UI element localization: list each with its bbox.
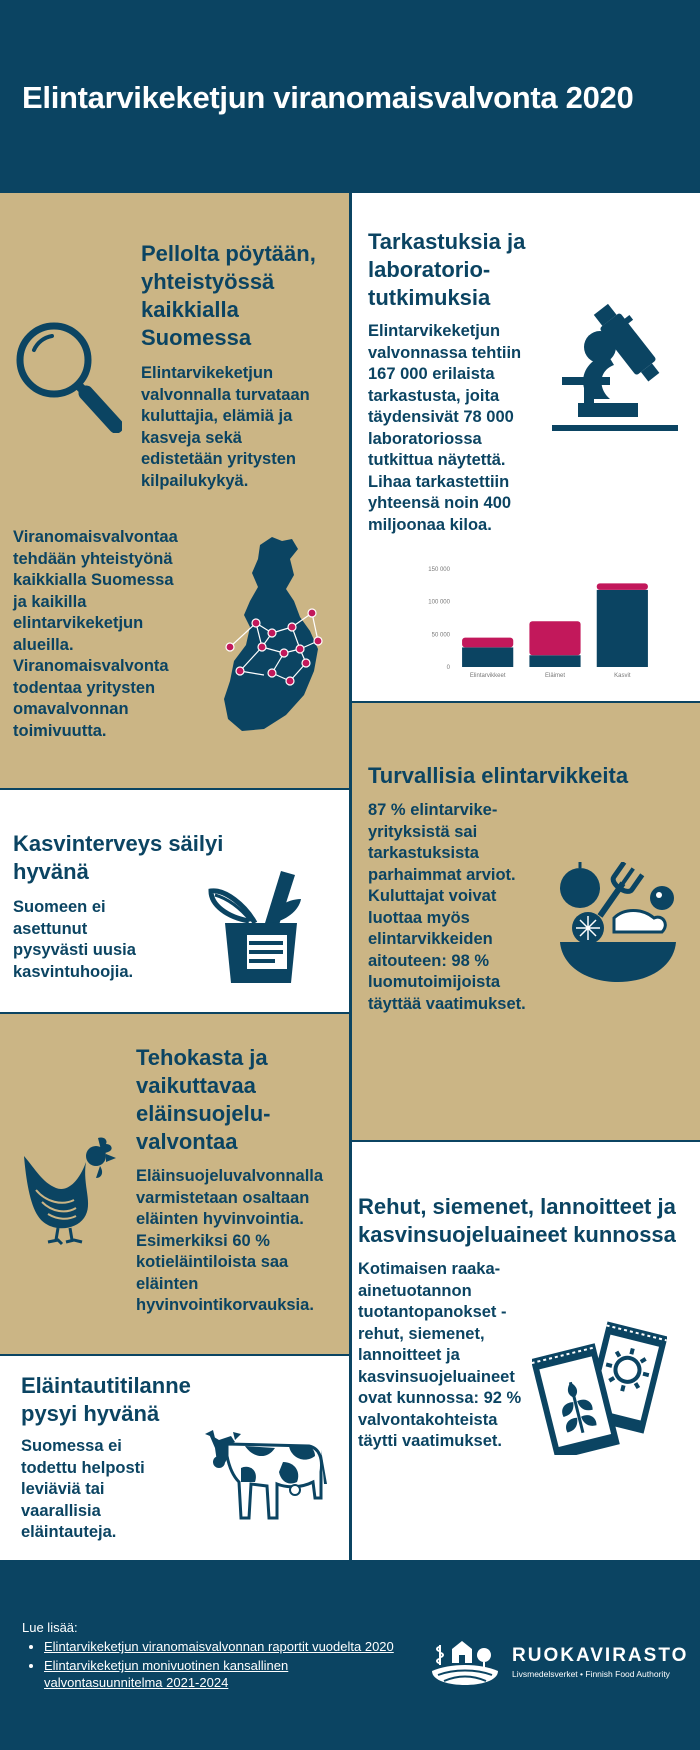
footer-lead: Lue lisää: [22,1620,78,1635]
bar-segment [529,621,580,655]
tarkastuksia-body: Elintarvikeketjun valvonnassa tehtiin 167 000 erilaista tarkastusta, joita täydensivät 78 000 laboratoriossa tutkittua näytettä. Lihaa tarkastettiin yhteensä noin 400 miljoonaa kiloa. [368,322,522,534]
turvallisia-title: Turvallisia elintarvikkeita [368,763,629,788]
tarkastuksia-title: Tarkastuksia ja laboratorio- tutkimuksia [368,229,526,310]
y-tick-label: 50 000 [431,632,450,639]
row-divider [0,1354,350,1356]
y-tick-label: 100 000 [428,599,450,606]
microscope-icon [548,295,683,435]
logo-farm-icon [430,1635,500,1685]
rehut-title: Rehut, siemenet, lannoitteet ja kasvinsuojeluaineet kunnossa [358,1194,676,1247]
x-tick-label: Eläimet [544,673,566,679]
logo-subtitle: Livsmedelsverket • Finnish Food Authority [512,1669,670,1679]
plant-pot-icon [205,865,315,985]
report-2020-link[interactable]: Elintarvikeketjun viranomaisvalvonnan raportit vuodelta 2020 [44,1639,394,1654]
pellolta-body: Elintarvikeketjun valvonnalla turvataan kuluttajia, elämiä ja kasveja sekä edistetään yritysten kilpailukykyä. [141,364,310,490]
tehokasta-title: Tehokasta ja vaikuttavaa eläinsuojelu- valvontaa [136,1045,271,1154]
row-divider [352,1140,700,1142]
viranomais-body: Viranomaisvalvontaa tehdään yhteistyönä kaikkialla Suomessa ja kaikilla elintarvikeketjun alueilla. Viranomaisvalvonta todentaa yritysten omavalvonnan toimivuutta. [13,528,178,740]
finland-map-icon [220,535,325,735]
bar-segment [597,590,648,667]
cow-icon [205,1428,330,1520]
bar-segment [462,638,513,648]
elaintauti-title: Eläintautitilanne pysyi hyvänä [21,1373,191,1426]
turvallisia-body: 87 % elintarvike- yrityksistä sai tarkastuksista parhaimmat arviot. Kuluttajat voivat luottaa myös elintarvikkeiden aitouteen: 98 % luomutoimijoista täyttää vaatimukset. [368,801,526,1013]
list-item [44,1657,404,1691]
header-banner [0,0,700,193]
pellolta-title: Pellolta pöytään, yhteistyössä kaikkialla Suomessa [141,241,316,350]
footer-link-list [44,1638,404,1693]
logo-text: RUOKAVIRASTO [512,1645,689,1666]
magnifier-icon [12,318,122,433]
food-bowl-icon [558,862,678,984]
seed-bags-icon [532,1320,667,1455]
kasvinterveys-title: Kasvinterveys säilyi hyvänä [13,831,224,884]
x-tick-label: Kasvit [614,673,631,679]
page-title: Elintarvikeketjun viranomaisvalvonta 2020 [22,80,634,115]
y-tick-label: 150 000 [428,567,450,573]
bar-segment [597,583,648,590]
tehokasta-body: Eläinsuojeluvalvonnalla varmistetaan osaltaan eläinten hyvinvointia. Esimerkiksi 60 % kotieläintiloista saa eläinten hyvinvointikorvauksia. [136,1167,324,1314]
y-tick-label: 0 [446,665,450,671]
x-tick-label: Elintarvikkeet [469,673,506,679]
footer [0,1560,700,1750]
inspections-bar-chart [420,563,660,683]
bar-segment [462,647,513,667]
list-item [44,1638,404,1655]
rehut-body: Kotimaisen raaka- ainetuotannon tuotantopanokset - rehut, siemenet, lannoitteet ja kasvinsuojeluaineet ovat kunnossa: 92 % valvontakohteista täytti vaatimukset. [358,1260,522,1450]
row-divider [352,701,700,703]
hen-icon [22,1134,117,1246]
bar-segment [529,655,580,667]
kasvinterveys-body: Suomeen ei asettunut pysyvästi uusia kasvintuhoojia. [13,898,136,981]
row-divider [0,788,350,790]
row-divider [0,1012,350,1014]
elaintauti-body: Suomessa ei todettu helposti leviäviä tai vaarallisia eläintauteja. [21,1437,145,1541]
control-plan-link[interactable]: Elintarvikeketjun monivuotinen kansallinen valvontasuunnitelma 2021-2024 [44,1658,289,1690]
